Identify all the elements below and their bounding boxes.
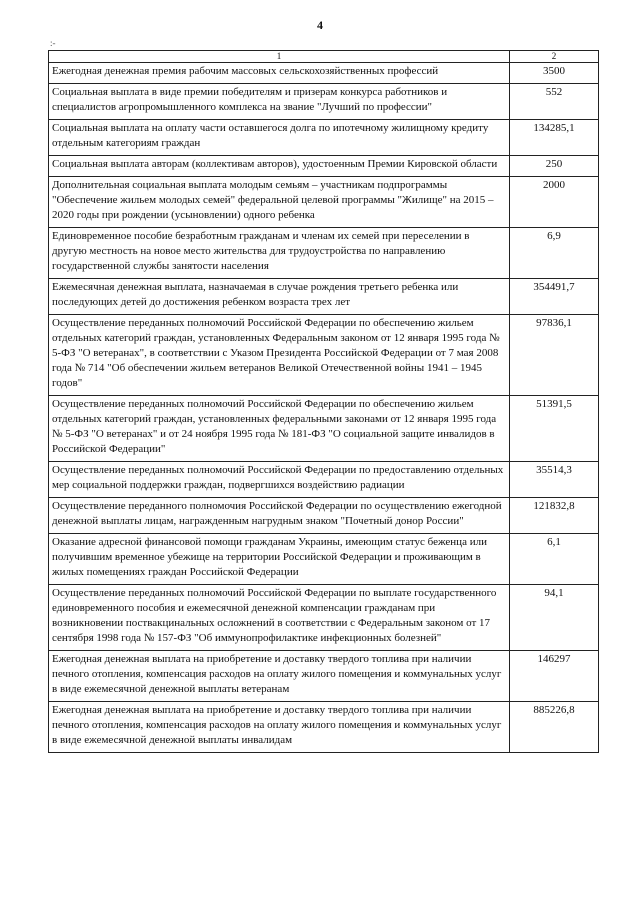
budget-table-body (49, 51, 599, 753)
row-description: Осуществление переданного полномочия Российской Федерации по осуществлению ежегодной денежной выплаты лицам, награжденным нагрудным знаком "Почетный донор России" (49, 498, 510, 534)
row-amount: 51391,5 (510, 396, 599, 462)
row-amount: 2000 (510, 177, 599, 228)
row-description: Оказание адресной финансовой помощи гражданам Украины, имеющим статус беженца или получившим временное убежище на территории Российской Федерации и проживающим в жилых помещениях граждан Российской Федерации (49, 534, 510, 585)
row-amount: 250 (510, 156, 599, 177)
row-amount: 94,1 (510, 585, 599, 651)
row-description: Осуществление переданных полномочий Российской Федерации по обеспечению жильем отдельных категорий граждан, установленных Федеральным законом от 12 января 1995 года № 5-ФЗ "О ветеранах", в соответствии с Указом Президента Российской Федерации от 7 мая 2008 года № 714 "Об обеспечении жильем ветеранов Великой Отечественной войны 1941 – 1945 годов" (49, 315, 510, 396)
row-amount: 35514,3 (510, 462, 599, 498)
table-row (49, 651, 599, 702)
row-description: Социальная выплата в виде премии победителям и призерам конкурса работников и специалистов агропромышленного комплекса на звание "Лучший по профессии" (49, 84, 510, 120)
row-amount: 121832,8 (510, 498, 599, 534)
row-description: Дополнительная социальная выплата молодым семьям – участникам подпрограммы "Обеспечение жильем молодых семей" федеральной целевой программы "Жилище" на 2015 – 2020 годы при рождении (усыновлении) одного ребенка (49, 177, 510, 228)
row-amount: 146297 (510, 651, 599, 702)
table-row (49, 702, 599, 753)
row-description: Социальная выплата авторам (коллективам авторов), удостоенным Премии Кировской области (49, 156, 510, 177)
table-row (49, 156, 599, 177)
row-amount: 134285,1 (510, 120, 599, 156)
row-amount: 552 (510, 84, 599, 120)
table-row (49, 315, 599, 396)
row-description: Осуществление переданных полномочий Российской Федерации по выплате государственного единовременного пособия и ежемесячной денежной компенсации гражданам при возникновении поствакцинальных осложнений в соответствии с Федеральным законом от 17 сентября 1998 года № 157-ФЗ "Об иммунопрофилактике инфекционных болезней" (49, 585, 510, 651)
table-row (49, 279, 599, 315)
row-description: Ежегодная денежная выплата на приобретение и доставку твердого топлива при наличии печного отопления, компенсация расходов на оплату жилого помещения и коммунальных услуг в виде ежемесячной денежной выплаты ветеранам (49, 651, 510, 702)
row-description: Осуществление переданных полномочий Российской Федерации по обеспечению жильем отдельных категорий граждан, установленных федеральными законами от 12 января 1995 года № 5-ФЗ "О ветеранах" и от 24 ноября 1995 года № 181-ФЗ "О социальной защите инвалидов в Российской Федерации" (49, 396, 510, 462)
table-row (49, 228, 599, 279)
budget-table (48, 50, 599, 753)
table-row (49, 84, 599, 120)
table-row (49, 498, 599, 534)
row-description: Социальная выплата на оплату части оставшегося долга по ипотечному жилищному кредиту отдельным категориям граждан (49, 120, 510, 156)
row-description: Ежегодная денежная премия рабочим массовых сельскохозяйственных профессий (49, 63, 510, 84)
row-amount: 97836,1 (510, 315, 599, 396)
row-amount: 6,9 (510, 228, 599, 279)
row-description: Осуществление переданных полномочий Российской Федерации по предоставлению отдельных мер социальной поддержки граждан, подвергшихся воздействию радиации (49, 462, 510, 498)
page-number: 4 (317, 18, 323, 32)
table-row (49, 120, 599, 156)
scan-mark: :- (50, 38, 56, 48)
table-row (49, 534, 599, 585)
table-row (49, 63, 599, 84)
column-number-2: 2 (510, 51, 599, 63)
table-row (49, 585, 599, 651)
row-description: Единовременное пособие безработным гражданам и членам их семей при переселении в другую местность на новое место жительства для трудоустройства по направлению государственной службы занятости населения (49, 228, 510, 279)
table-row (49, 177, 599, 228)
row-description: Ежегодная денежная выплата на приобретение и доставку твердого топлива при наличии печного отопления, компенсация расходов на оплату жилого помещения и коммунальных услуг в виде ежемесячной денежной выплаты инвалидам (49, 702, 510, 753)
row-amount: 354491,7 (510, 279, 599, 315)
column-number-1: 1 (49, 51, 510, 63)
row-amount: 6,1 (510, 534, 599, 585)
row-amount: 3500 (510, 63, 599, 84)
column-number-row (49, 51, 599, 63)
row-amount: 885226,8 (510, 702, 599, 753)
table-row (49, 462, 599, 498)
row-description: Ежемесячная денежная выплата, назначаемая в случае рождения третьего ребенка или последующих детей до достижения ребенком возраста трех лет (49, 279, 510, 315)
table-row (49, 396, 599, 462)
